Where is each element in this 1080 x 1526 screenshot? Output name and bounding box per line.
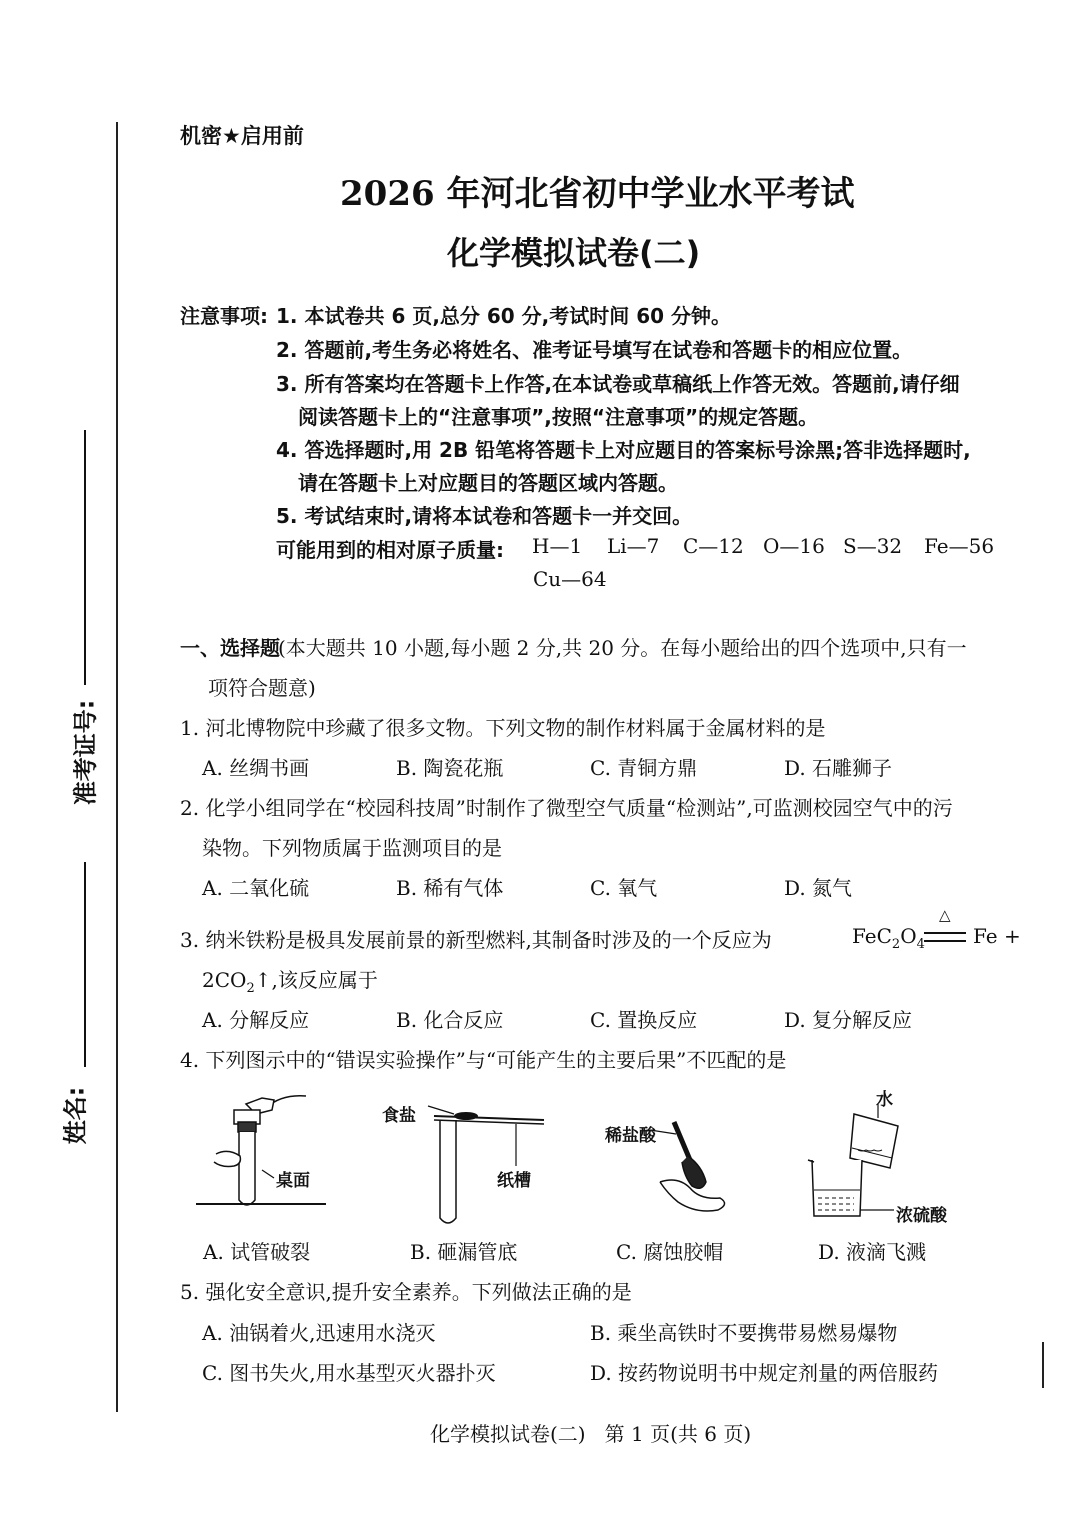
q3-product: Fe + bbox=[973, 924, 1021, 948]
name-label: 姓名: bbox=[61, 1086, 90, 1145]
q3-co2-sub: 2 bbox=[246, 981, 255, 996]
q3-stem-2 bbox=[202, 964, 378, 996]
right-edge-mark bbox=[1042, 1342, 1044, 1388]
q3-option-a: A. 分解反应 bbox=[202, 1008, 310, 1032]
notes-item-4: 4. 答选择题时,用 2B 铅笔将答题卡上对应题目的答案标号涂黑;答非选择题时, bbox=[276, 438, 971, 462]
section-desc-1: (本大题共 10 小题,每小题 2 分,共 20 分。在每小题给出的四个选项中,只有一 bbox=[278, 636, 967, 660]
section-desc-2: 项符合题意) bbox=[208, 676, 316, 700]
exam-id-underline bbox=[84, 430, 86, 685]
atomic-mass-o: O—16 bbox=[763, 534, 825, 558]
notes-item-2: 2. 答题前,考生务必将姓名、准考证号填写在试卷和答题卡的相应位置。 bbox=[276, 338, 913, 362]
q1-option-a: A. 丝绸书画 bbox=[202, 756, 310, 780]
q3-condition: △ bbox=[939, 906, 951, 924]
atomic-mass-h: H—1 bbox=[532, 534, 583, 558]
notes-item-3-cont: 阅读答题卡上的“注意事项”,按照“注意事项”的规定答题。 bbox=[298, 405, 819, 429]
q5-option-a: A. 油锅着火,迅速用水浇灭 bbox=[202, 1321, 436, 1345]
atomic-mass-c: C—12 bbox=[683, 534, 744, 558]
page-footer: 化学模拟试卷(二) 第 1 页(共 6 页) bbox=[430, 1422, 752, 1446]
binding-line bbox=[116, 122, 118, 1412]
q2-stem-1: 2. 化学小组同学在“校园科技周”时制作了微型空气质量“检测站”,可监测校园空气中的污 bbox=[180, 796, 953, 820]
q3-stem-1: 3. 纳米铁粉是极具发展前景的新型燃料,其制备时涉及的一个反应为 bbox=[180, 928, 772, 952]
q4-stem: 4. 下列图示中的“错误实验操作”与“可能产生的主要后果”不匹配的是 bbox=[180, 1048, 787, 1072]
q3-equation bbox=[852, 924, 925, 952]
q4-option-a: A. 试管破裂 bbox=[203, 1240, 311, 1264]
figure-d-label-water: 水 bbox=[876, 1090, 893, 1110]
q5-stem: 5. 强化安全意识,提升安全素养。下列做法正确的是 bbox=[180, 1280, 632, 1304]
q3-equals-sign bbox=[924, 932, 966, 942]
q3-sub4: 4 bbox=[916, 937, 925, 952]
q2-option-c: C. 氧气 bbox=[590, 876, 658, 900]
section-heading: 一、选择题 bbox=[180, 636, 280, 660]
q2-option-a: A. 二氧化硫 bbox=[202, 876, 310, 900]
figure-c-dropper-illustration bbox=[650, 1120, 740, 1220]
atomic-mass-label: 可能用到的相对原子质量: bbox=[276, 538, 504, 562]
q3-sub2: 2 bbox=[891, 937, 901, 952]
figure-a-test-tube-illustration bbox=[196, 1088, 326, 1218]
q2-option-b: B. 稀有气体 bbox=[396, 876, 504, 900]
q3-option-b: B. 化合反应 bbox=[396, 1008, 504, 1032]
figure-d-label-acid: 浓硫酸 bbox=[896, 1206, 947, 1226]
q3-reactant: FeC bbox=[852, 924, 892, 948]
atomic-mass-fe: Fe—56 bbox=[924, 534, 995, 558]
q3-co2: 2CO bbox=[202, 968, 247, 992]
q4-option-d: D. 液滴飞溅 bbox=[818, 1240, 927, 1264]
q2-option-d: D. 氮气 bbox=[784, 876, 853, 900]
q1-option-b: B. 陶瓷花瓶 bbox=[396, 756, 504, 780]
notes-item-1: 1. 本试卷共 6 页,总分 60 分,考试时间 60 分钟。 bbox=[276, 304, 732, 328]
q5-option-b: B. 乘坐高铁时不要携带易燃易爆物 bbox=[590, 1321, 898, 1345]
atomic-mass-cu: Cu—64 bbox=[533, 567, 607, 591]
secret-mark: 机密★启用前 bbox=[180, 124, 304, 148]
q3-option-d: D. 复分解反应 bbox=[784, 1008, 913, 1032]
atomic-mass-s: S—32 bbox=[843, 534, 903, 558]
exam-title: 2026 年河北省初中学业水平考试 bbox=[340, 174, 855, 214]
q2-stem-2: 染物。下列物质属于监测项目的是 bbox=[202, 836, 502, 860]
q3-option-c: C. 置换反应 bbox=[590, 1008, 698, 1032]
q5-option-d: D. 按药物说明书中规定剂量的两倍服药 bbox=[590, 1361, 939, 1385]
notes-label: 注意事项: bbox=[180, 304, 268, 328]
name-underline bbox=[84, 862, 86, 1067]
q4-option-b: B. 砸漏管底 bbox=[410, 1240, 518, 1264]
paper-subtitle: 化学模拟试卷(二) bbox=[447, 234, 701, 272]
figure-b-label-paper: 纸槽 bbox=[497, 1171, 531, 1191]
exam-id-label: 准考证号: bbox=[71, 699, 100, 806]
figure-b-test-tube-illustration bbox=[420, 1100, 550, 1230]
notes-item-5: 5. 考试结束时,请将本试卷和答题卡一并交回。 bbox=[276, 504, 693, 528]
q1-option-c: C. 青铜方鼎 bbox=[590, 756, 698, 780]
q5-option-c: C. 图书失火,用水基型灭火器扑灭 bbox=[202, 1361, 496, 1385]
figure-a-label-table: 桌面 bbox=[276, 1171, 310, 1191]
figure-c-label-acid: 稀盐酸 bbox=[605, 1126, 656, 1146]
notes-item-4-cont: 请在答题卡上对应题目的答题区域内答题。 bbox=[298, 471, 678, 495]
notes-item-3: 3. 所有答案均在答题卡上作答,在本试卷或草稿纸上作答无效。答题前,请仔细 bbox=[276, 372, 960, 396]
q3-reactant-o: O bbox=[900, 924, 917, 948]
q3-stem-rest: ↑,该反应属于 bbox=[254, 968, 378, 992]
q1-stem: 1. 河北博物院中珍藏了很多文物。下列文物的制作材料属于金属材料的是 bbox=[180, 716, 826, 740]
atomic-mass-li: Li—7 bbox=[607, 534, 660, 558]
q4-option-c: C. 腐蚀胶帽 bbox=[616, 1240, 724, 1264]
figure-b-label-salt: 食盐 bbox=[382, 1106, 416, 1126]
q1-option-d: D. 石雕狮子 bbox=[784, 756, 893, 780]
